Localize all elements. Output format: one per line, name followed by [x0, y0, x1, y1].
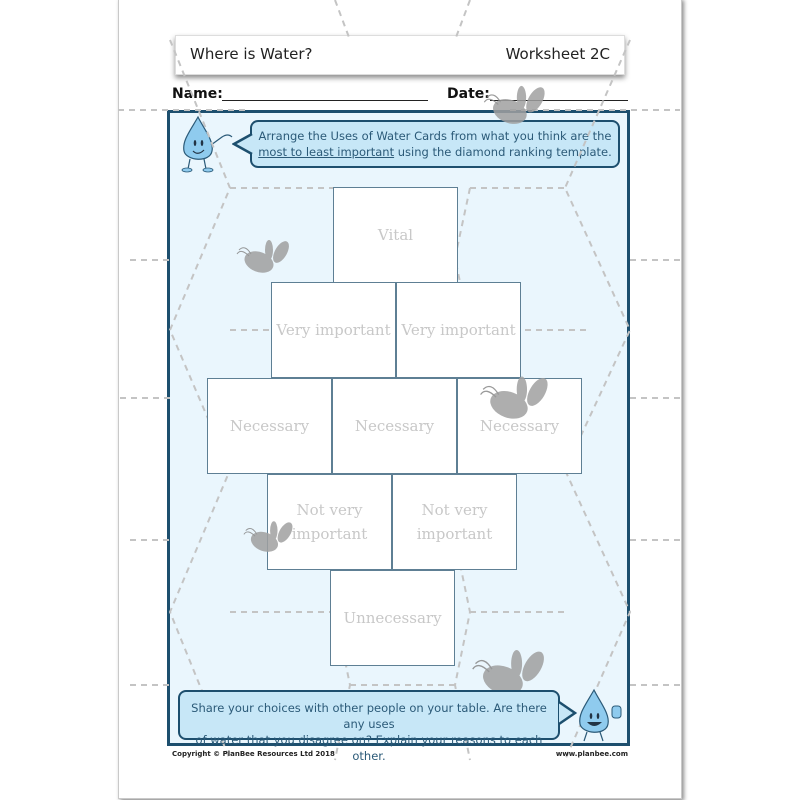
discussion-line-1: Share your choices with other people on your table. Are there any uses [191, 701, 547, 731]
instruction-line-2-rest: using the diamond ranking template. [394, 145, 612, 159]
card-very-important-2[interactable]: Very important [396, 282, 521, 378]
bee-watermark-icon [478, 372, 558, 430]
card-not-very-important-2[interactable]: Not very important [392, 474, 517, 570]
instruction-line-2 [252, 144, 618, 160]
bee-watermark-icon [242, 518, 300, 560]
card-necessary-1[interactable]: Necessary [207, 378, 332, 474]
bubble-pointer-top [232, 132, 254, 156]
worksheet-title: Where is Water? [190, 45, 313, 63]
bee-watermark-icon [235, 238, 297, 280]
worksheet-number: Worksheet 2C [505, 45, 610, 63]
copyright-text: Copyright © PlanBee Resources Ltd 2018 [172, 750, 335, 758]
discussion-line-2: of water that you disagree on? Explain your reasons to each other. [195, 733, 543, 763]
name-label: Name: [172, 86, 223, 102]
website-link[interactable]: www.planbee.com [555, 750, 628, 758]
card-necessary-2[interactable]: Necessary [332, 378, 457, 474]
card-very-important-1[interactable]: Very important [271, 282, 396, 378]
date-label: Date: [447, 86, 490, 102]
instruction-line-1: Arrange the Uses of Water Cards from what you think are the [258, 129, 612, 143]
title-box [175, 35, 625, 75]
instruction-underlined-text: most to least important [258, 145, 395, 159]
instruction-bubble-top [250, 120, 620, 168]
card-vital[interactable]: Vital [333, 187, 458, 283]
card-necessary-3[interactable]: Necessary [457, 378, 582, 474]
name-field[interactable] [222, 86, 428, 101]
card-not-very-important-1[interactable]: Not very important [267, 474, 392, 570]
bee-watermark-icon [482, 82, 554, 134]
card-unnecessary[interactable]: Unnecessary [330, 570, 455, 666]
water-drop-thumbs-up-icon [572, 688, 628, 744]
name-date-row [172, 86, 632, 106]
